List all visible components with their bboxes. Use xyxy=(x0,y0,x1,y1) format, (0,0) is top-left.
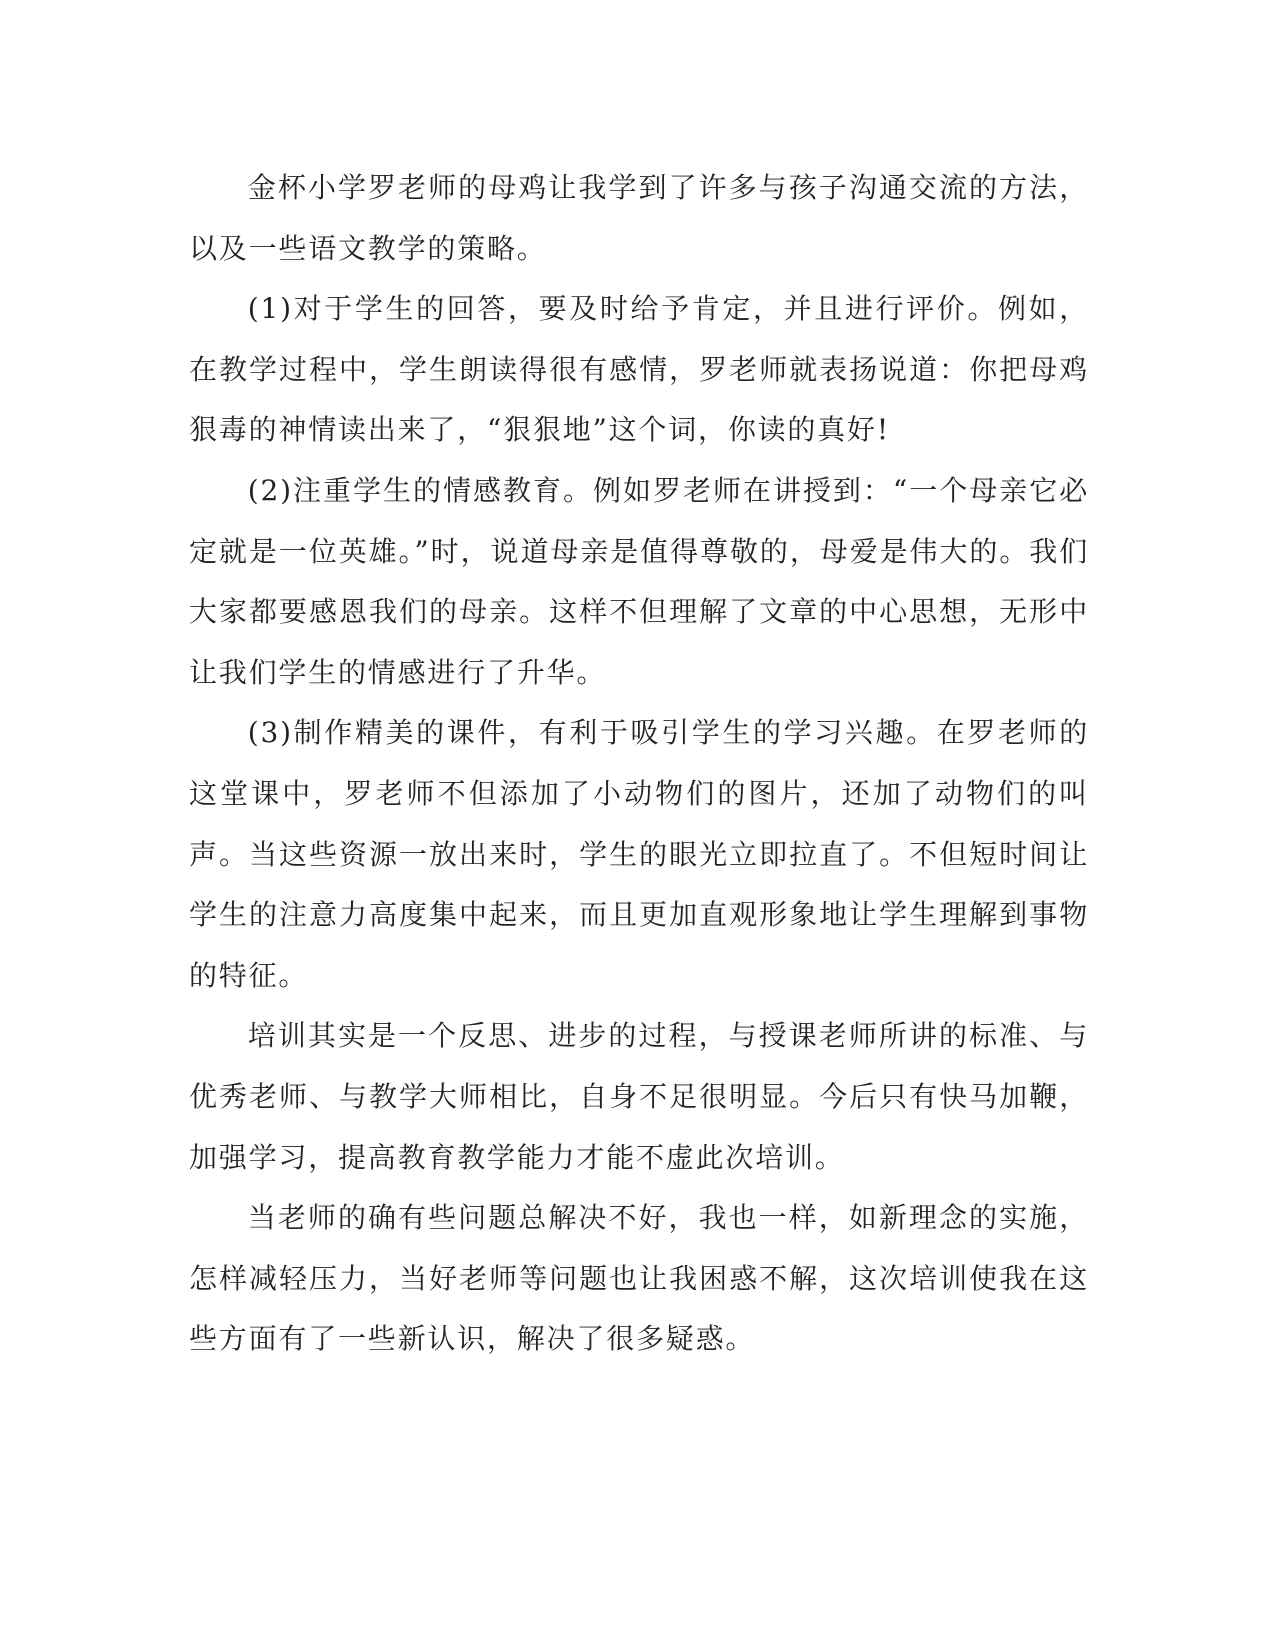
paragraph-conclusion: 当老师的确有些问题总解决不好，我也一样，如新理念的实施，怎样减轻压力，当好老师等问题也让我困惑不解，这次培训使我在这些方面有了一些新认识，解决了很多疑惑。 xyxy=(189,1201,1089,1356)
paragraph-point-3: (3)制作精美的课件，有利于吸引学生的学习兴趣。在罗老师的这堂课中，罗老师不但添加了小动物们的图片，还加了动物们的叫声。当这些资源一放出来时，学生的眼光立即拉直了。不但短时间让学生的注意力高度集中起来，而且更加直观形象地让学生理解到事物的特征。 xyxy=(189,716,1089,992)
document-body xyxy=(189,158,1089,1370)
paragraph-point-2: (2)注重学生的情感教育。例如罗老师在讲授到：“一个母亲它必定就是一位英雄。”时，说道母亲是值得尊敬的，母爱是伟大的。我们大家都要感恩我们的母亲。这样不但理解了文章的中心思想，无形中让我们学生的情感进行了升华。 xyxy=(189,473,1089,689)
paragraph-point-1: (1)对于学生的回答，要及时给予肯定，并且进行评价。例如，在教学过程中，学生朗读得很有感情，罗老师就表扬说道：你把母鸡狠毒的神情读出来了，“狠狠地”这个词，你读的真好! xyxy=(189,292,1089,447)
paragraph-reflection: 培训其实是一个反思、进步的过程，与授课老师所讲的标准、与优秀老师、与教学大师相比，自身不足很明显。今后只有快马加鞭，加强学习，提高教育教学能力才能不虚此次培训。 xyxy=(189,1019,1089,1174)
paragraph-intro: 金杯小学罗老师的母鸡让我学到了许多与孩子沟通交流的方法，以及一些语文教学的策略。 xyxy=(189,171,1089,265)
